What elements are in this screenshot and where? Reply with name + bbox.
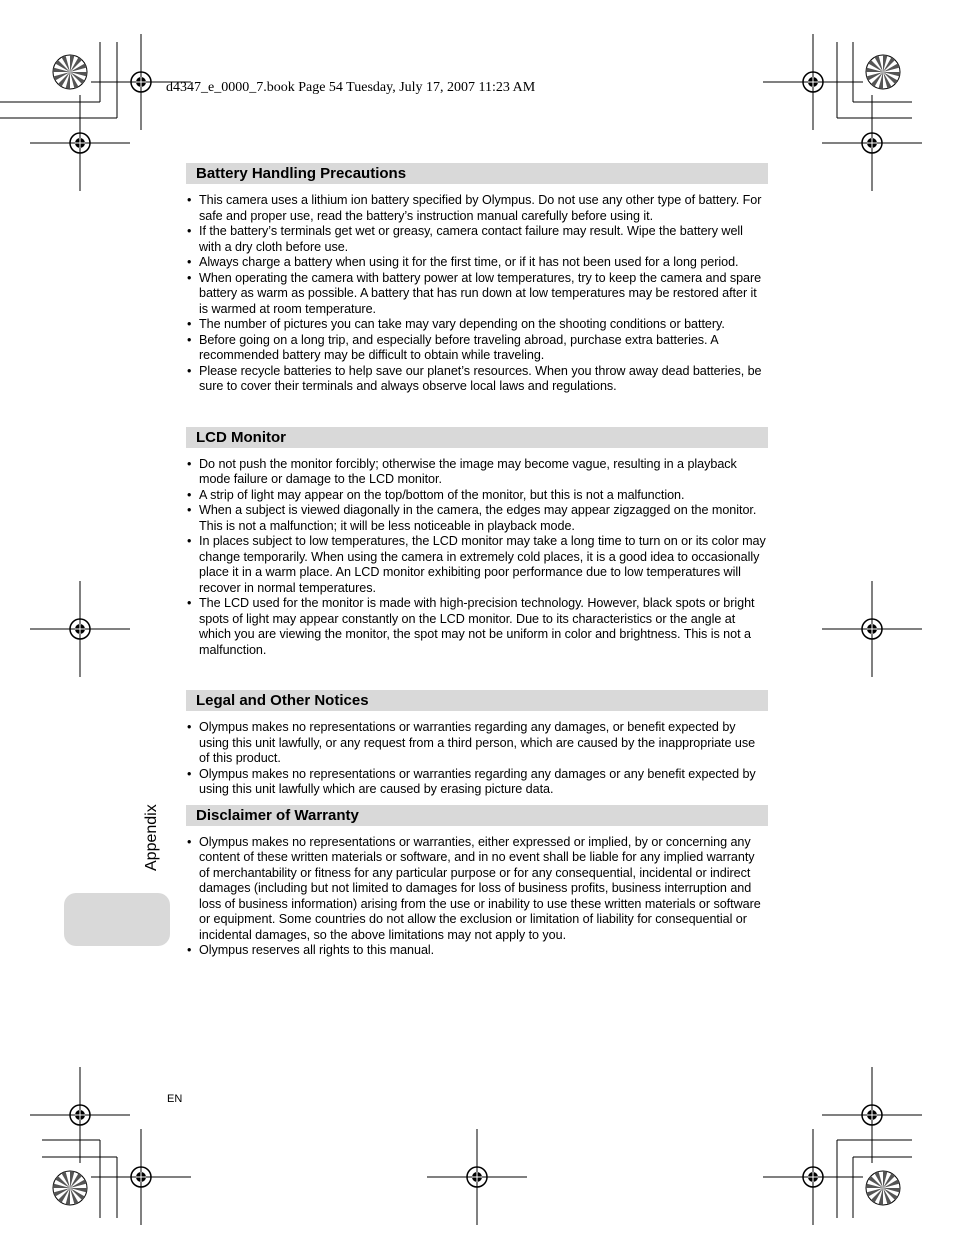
- content-area: [186, 163, 768, 959]
- list-item: • The LCD used for the monitor is made with high-precision technology. However, black spots or bright spots of light may appear constantly on the LCD monitor. Due to its characteristics or the angle at which you are viewing the monitor, the spot may not be uniform in color and brightness. This is not a malfunction.: [186, 596, 768, 658]
- color-wheel-mark-icon: [53, 1171, 87, 1205]
- bullet-list: [186, 720, 768, 798]
- color-wheel-mark-icon: [866, 55, 900, 89]
- registration-mark-icon: [427, 1129, 527, 1225]
- color-wheel-mark-icon: [866, 1171, 900, 1205]
- print-header: d4347_e_0000_7.book Page 54 Tuesday, July 17, 2007 11:23 AM: [166, 80, 536, 95]
- list-item: • The number of pictures you can take may vary depending on the shooting conditions or battery.: [186, 317, 768, 333]
- section-legal: [186, 690, 768, 798]
- list-item: • Do not push the monitor forcibly; otherwise the image may become vague, resulting in a playback mode failure or damage to the LCD monitor.: [186, 457, 768, 488]
- list-item: • When a subject is viewed diagonally in the camera, the edges may appear zigzagged on the monitor. This is not a malfunction; it will be less noticeable in playback mode.: [186, 503, 768, 534]
- list-item: • Olympus makes no representations or warranties, either expressed or implied, by or concerning any content of these written materials or software, and in no event shall be liable for any implied warranty of merchantability or fitness for any particular purpose or for any consequential, incidental or indirect damages (including but not limited to damages for loss of business profits, business interruption and loss of business information) arising from the use or inability to use these written materials or software or equipment. Some countries do not allow the exclusion or limitation of liability for consequential or incidental damages, so the above limitations may not apply to you.: [186, 835, 768, 944]
- section-title: LCD Monitor: [186, 427, 768, 448]
- list-item: • If the battery’s terminals get wet or greasy, camera contact failure may result. Wipe the battery well with a dry cloth before use.: [186, 224, 768, 255]
- registration-mark-icon: [30, 581, 130, 677]
- list-item: • Please recycle batteries to help save our planet’s resources. When you throw away dead batteries, be sure to cover their terminals and always observe local laws and regulations.: [186, 364, 768, 395]
- section-title: Disclaimer of Warranty: [186, 805, 768, 826]
- appendix-tab: [64, 893, 170, 946]
- section-disclaimer: [186, 805, 768, 959]
- registration-mark-icon: [30, 95, 130, 191]
- registration-mark-icon: [763, 1129, 863, 1225]
- registration-mark-icon: [91, 1129, 191, 1225]
- list-item: • Olympus makes no representations or warranties regarding any damages or any benefit expected by using this unit lawfully which are caused by erasing picture data.: [186, 767, 768, 798]
- list-item: • This camera uses a lithium ion battery specified by Olympus. Do not use any other type of battery. For safe and proper use, read the battery’s instruction manual carefully before using it.: [186, 193, 768, 224]
- list-item: • Olympus makes no representations or warranties regarding any damages, or benefit expected by using this unit lawfully, or any request from a third person, which are caused by the inappropriate use of this product.: [186, 720, 768, 767]
- registration-mark-icon: [822, 581, 922, 677]
- language-code: EN: [167, 1093, 183, 1105]
- list-item: • Before going on a long trip, and especially before traveling abroad, purchase extra batteries. A recommended battery may be difficult to obtain while traveling.: [186, 333, 768, 364]
- list-item: • A strip of light may appear on the top/bottom of the monitor, but this is not a malfunction.: [186, 488, 768, 504]
- appendix-label: Appendix: [143, 804, 160, 871]
- color-wheel-mark-icon: [53, 55, 87, 89]
- section-battery: [186, 163, 768, 395]
- registration-mark-icon: [30, 1067, 130, 1163]
- list-item: • When operating the camera with battery power at low temperatures, try to keep the camera and spare battery as warm as possible. A battery that has run down at low temperatures may be restored after it is warmed at room temperature.: [186, 271, 768, 318]
- section-lcd: [186, 427, 768, 659]
- list-item: • Olympus reserves all rights to this manual.: [186, 943, 768, 959]
- bullet-list: [186, 193, 768, 395]
- section-title: Legal and Other Notices: [186, 690, 768, 711]
- bullet-list: [186, 457, 768, 659]
- section-title: Battery Handling Precautions: [186, 163, 768, 184]
- registration-mark-icon: [763, 34, 863, 130]
- list-item: • In places subject to low temperatures, the LCD monitor may take a long time to turn on or its color may change temporarily. When using the camera in extremely cold places, it is a good idea to occasionally place it in a warm place. An LCD monitor exhibiting poor performance due to low temperatures will recover in normal temperatures.: [186, 534, 768, 596]
- list-item: • Always charge a battery when using it for the first time, or if it has not been used for a long period.: [186, 255, 768, 271]
- bullet-list: [186, 835, 768, 959]
